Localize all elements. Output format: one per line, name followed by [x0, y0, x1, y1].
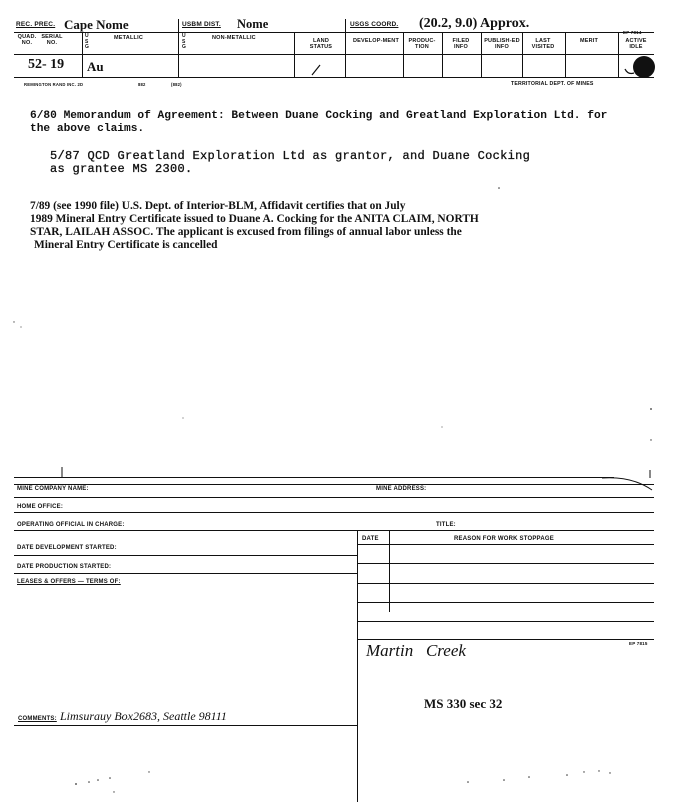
- col-usg-nonmetallic: U S G: [182, 33, 187, 50]
- form-number-bottom: EP 7815: [629, 641, 648, 646]
- entry-2-line-2: as grantee MS 2300.: [50, 162, 193, 176]
- form-number-top: EP 7814: [623, 30, 642, 35]
- handwritten-martin-creek: Martin Creek: [366, 641, 466, 660]
- date-development-started-label: DATE DEVELOPMENT STARTED:: [17, 545, 117, 551]
- col-active-idle: ACTIVE IDLE: [625, 38, 647, 50]
- metallic-value: Au: [87, 59, 104, 74]
- col-production: PRODUC-TION: [408, 38, 436, 50]
- reason-column-header: REASON FOR WORK STOPPAGE: [454, 536, 554, 542]
- quad-serial-value: 52- 19: [28, 57, 65, 72]
- col-serial-no: SERIAL NO.: [41, 34, 63, 46]
- usgs-coord-label: USGS COORD.: [350, 21, 399, 28]
- col-metallic: METALLIC: [114, 35, 143, 41]
- col-published-info: PUBLISH-ED INFO: [484, 38, 520, 50]
- active-dot-icon: [622, 51, 656, 85]
- rec-prec-value: Cape Nome: [64, 17, 129, 32]
- printer-code1: 882: [138, 82, 146, 87]
- col-filed-info: FILED INFO: [452, 38, 470, 50]
- lower-form: [14, 466, 654, 802]
- entry-1-line-1: 6/80 Memorandum of Agreement: Between Duane Cocking and Greatland Exploration Ltd. for: [30, 110, 608, 122]
- operating-official-label: OPERATING OFFICIAL IN CHARGE:: [17, 522, 125, 528]
- col-merit: MERIT: [579, 38, 599, 44]
- comments-value: Limsurauy Box2683, Seattle 98111: [60, 709, 227, 723]
- entry-3-line-4: Mineral Entry Certificate is cancelled: [34, 239, 218, 251]
- col-last-visited: LAST VISITED: [531, 38, 555, 50]
- col-development: DEVELOP-MENT: [352, 38, 400, 44]
- home-office-label: HOME OFFICE:: [17, 504, 64, 510]
- usgs-coord-value: (20.2, 9.0) Approx.: [419, 16, 530, 31]
- entry-3-line-1: 7/89 (see 1990 file) U.S. Dept. of Interior-BLM, Affidavit certifies that on July: [30, 200, 406, 212]
- header-strip: [14, 17, 654, 92]
- date-column-header: DATE: [362, 536, 379, 542]
- entry-3-line-2: 1989 Mineral Entry Certificate issued to Duane A. Cocking for the ANITA CLAIM, NORTH: [30, 213, 479, 225]
- mine-company-name-label: MINE COMPANY NAME:: [17, 486, 89, 492]
- entry-3-line-3: STAR, LAILAH ASSOC. The applicant is excused from filings of annual labor unless the: [30, 226, 462, 238]
- printer-code2: (882): [171, 82, 182, 87]
- printer-left: REMINGTON RAND INC. 2D: [24, 82, 84, 87]
- entry-1-line-2: the above claims.: [30, 123, 145, 135]
- title-label: TITLE:: [436, 522, 456, 528]
- col-land-status: LAND STATUS: [309, 38, 333, 50]
- entry-2-line-1: 5/87 QCD Greatland Exploration Ltd as grantor, and Duane Cocking: [50, 149, 531, 163]
- col-quad-no: QUAD. NO.: [17, 34, 37, 46]
- rec-prec-label: REC. PREC.: [16, 21, 56, 28]
- col-usg-metallic: U S G: [85, 33, 90, 50]
- territorial-dept: TERRITORIAL DEPT. OF MINES: [511, 81, 594, 87]
- comments-label: COMMENTS:: [18, 716, 57, 722]
- leases-offers-label: LEASES & OFFERS — TERMS OF:: [17, 579, 121, 585]
- bottom-specks: [14, 762, 654, 802]
- col-nonmetallic: NON-METALLIC: [212, 35, 256, 41]
- handwritten-ms-section: MS 330 sec 32: [424, 696, 503, 711]
- mine-address-label: MINE ADDRESS:: [376, 486, 427, 492]
- land-status-tick: [310, 63, 326, 77]
- date-production-started-label: DATE PRODUCTION STARTED:: [17, 564, 112, 570]
- usbm-dist-label: USBM DIST.: [182, 21, 221, 28]
- scan-specks: [0, 180, 678, 480]
- usbm-dist-value: Nome: [237, 17, 269, 31]
